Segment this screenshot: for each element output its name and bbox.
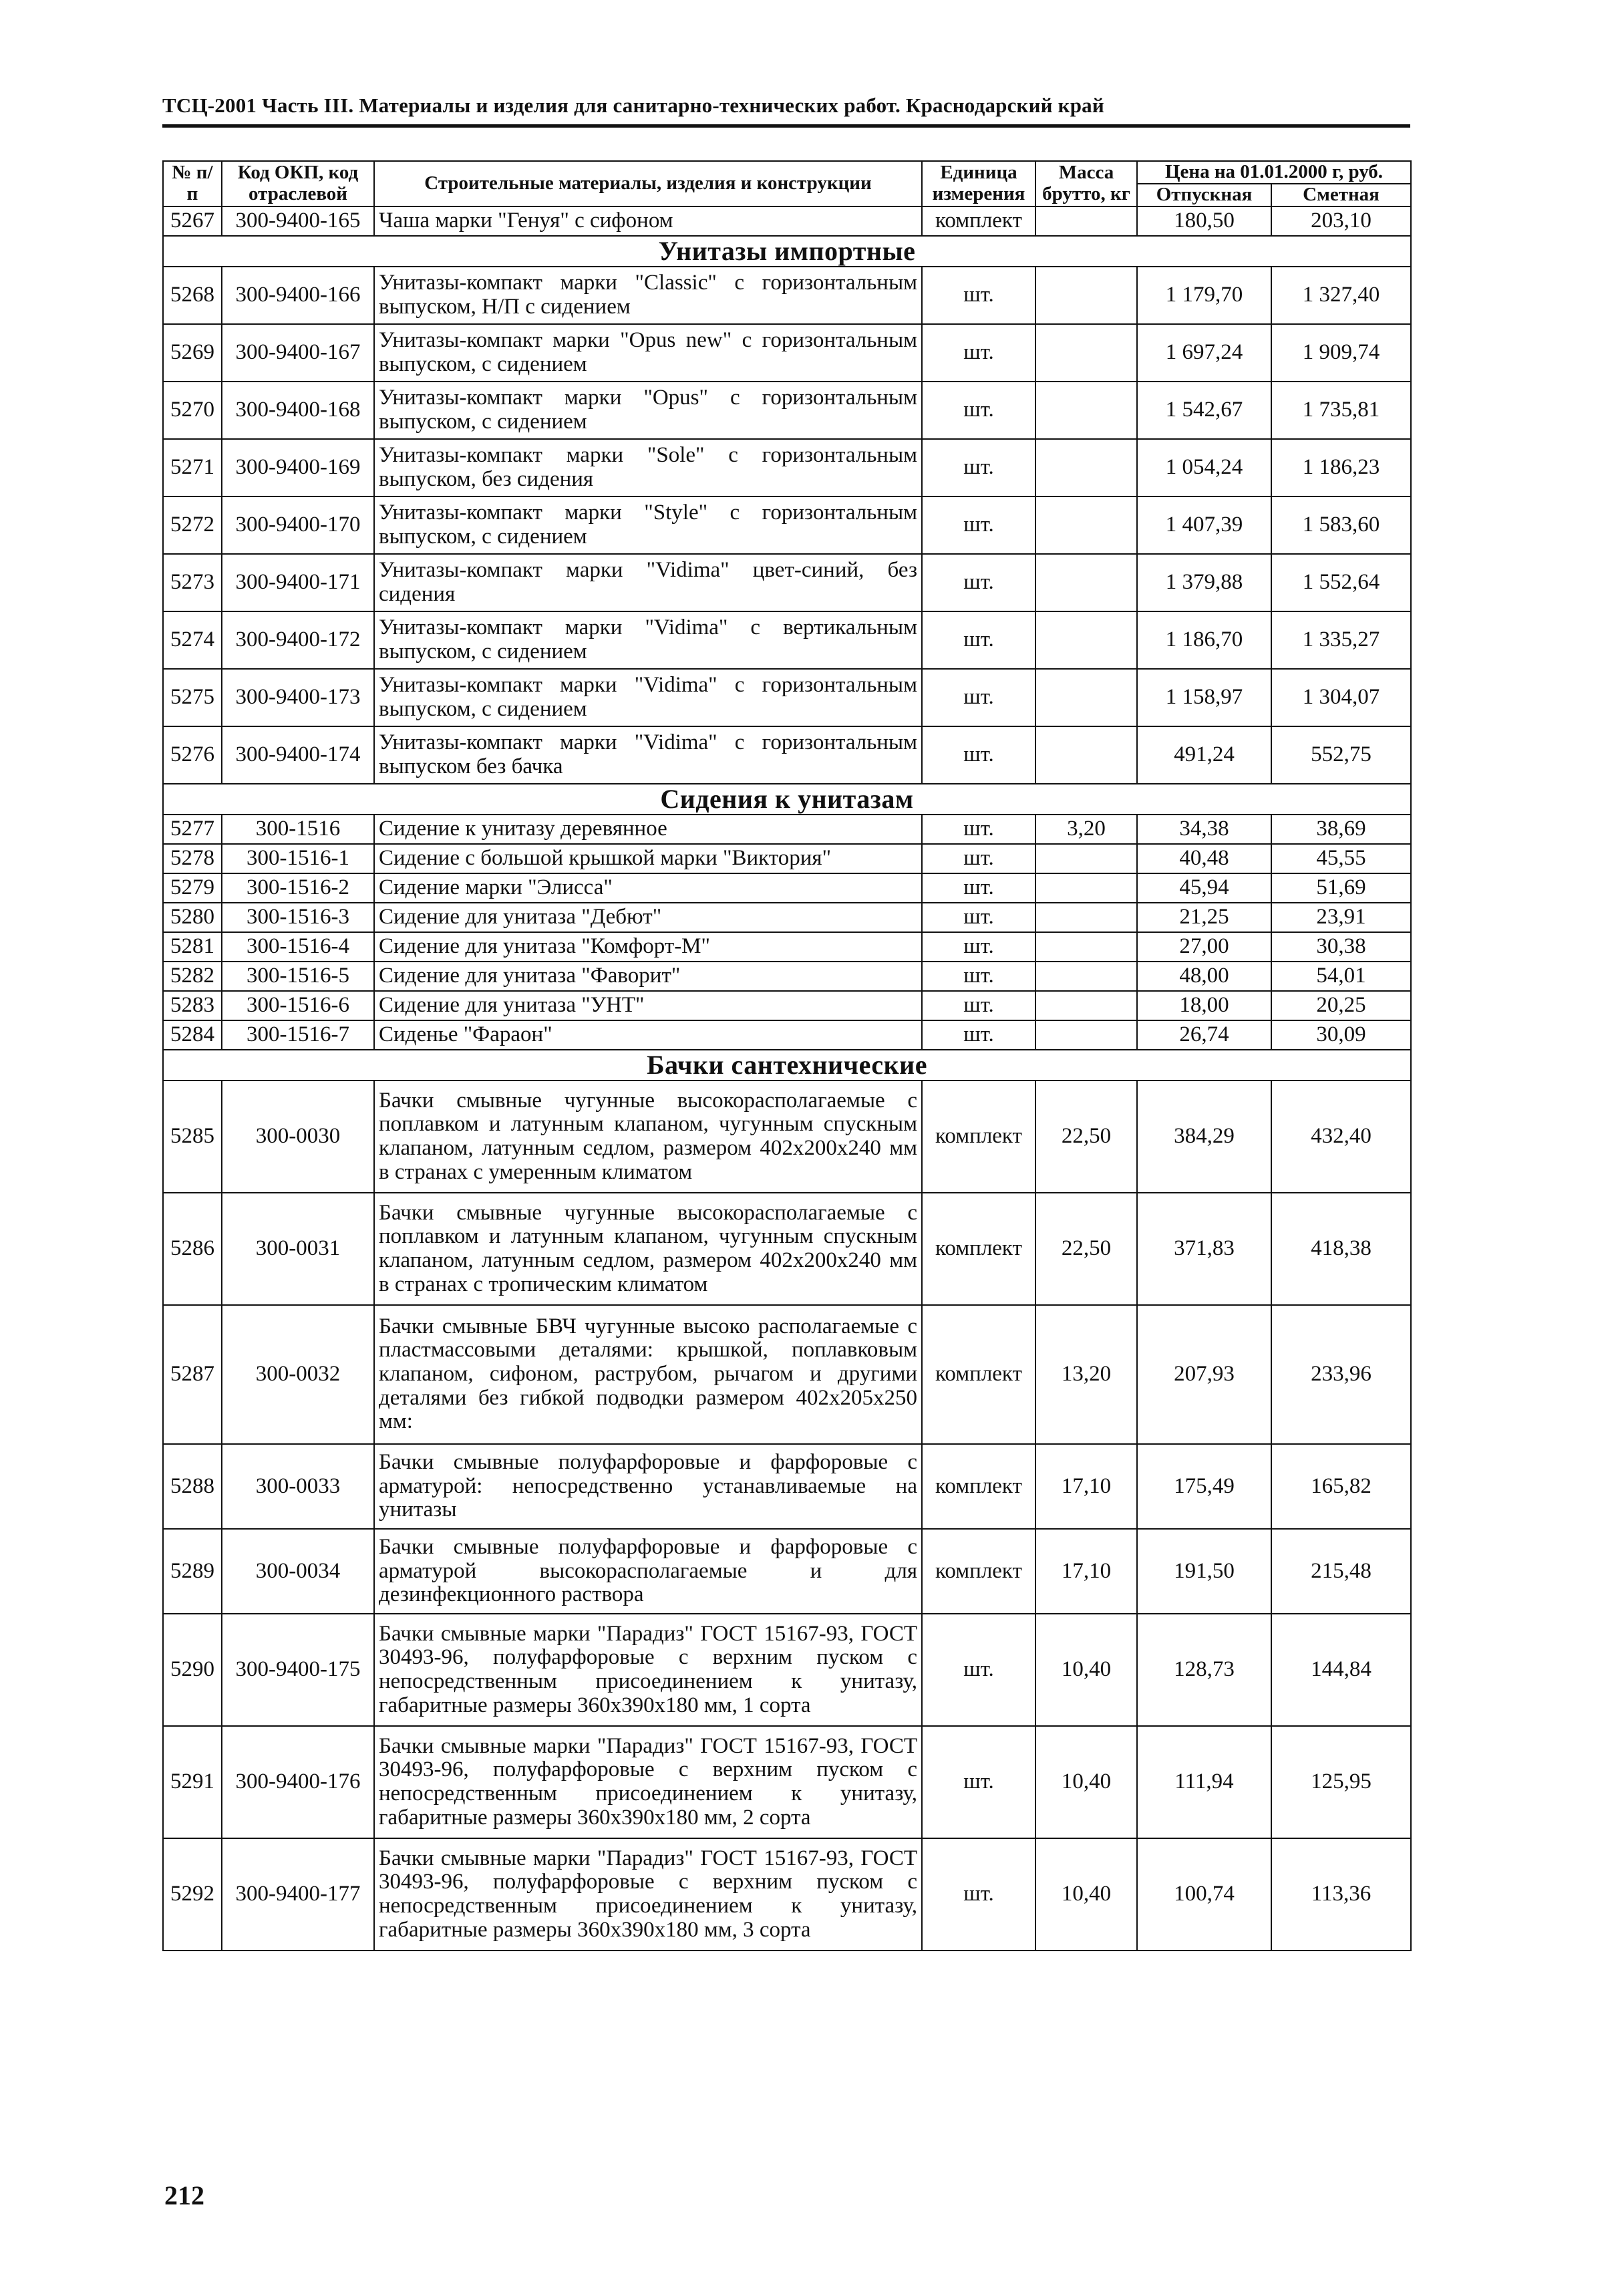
cell-num: 5267 (163, 206, 222, 236)
cell-price-estimate: 20,25 (1271, 991, 1411, 1020)
cell-mass (1035, 382, 1137, 439)
cell-code: 300-9400-167 (222, 324, 374, 382)
cell-mass (1035, 669, 1137, 726)
header-rule (162, 124, 1410, 128)
cell-mass (1035, 267, 1137, 324)
cell-price-release: 21,25 (1137, 903, 1271, 932)
cell-price-estimate: 30,09 (1271, 1020, 1411, 1050)
cell-name: Унитазы-компакт марки "Vidima" с горизонтальным выпуском без бачка (374, 726, 922, 784)
cell-name: Сидение для унитаза "Дебют" (374, 903, 922, 932)
cell-mass: 10,40 (1035, 1726, 1137, 1838)
section-header-row (163, 784, 1411, 815)
cell-price-estimate: 51,69 (1271, 873, 1411, 903)
cell-num: 5272 (163, 496, 222, 554)
cell-num: 5287 (163, 1305, 222, 1444)
cell-code: 300-9400-169 (222, 439, 374, 496)
cell-mass (1035, 324, 1137, 382)
table-row (163, 1020, 1411, 1050)
cell-num: 5269 (163, 324, 222, 382)
cell-mass: 10,40 (1035, 1614, 1137, 1726)
cell-price-release: 34,38 (1137, 815, 1271, 844)
cell-price-release: 384,29 (1137, 1081, 1271, 1193)
table-row (163, 844, 1411, 873)
cell-num: 5274 (163, 611, 222, 669)
cell-price-estimate: 165,82 (1271, 1444, 1411, 1529)
cell-name: Унитазы-компакт марки "Sole" с горизонтальным выпуском, без сидения (374, 439, 922, 496)
cell-name: Бачки смывные марки "Парадиз" ГОСТ 15167-93, ГОСТ 30493-96, полуфарфоровые с верхним пуском с непосредственным присоединением к унитазу, габаритные размеры 360x390x180 мм, 3 сорта (374, 1838, 922, 1951)
table-row (163, 962, 1411, 991)
cell-name: Бачки смывные полуфарфоровые и фарфоровые с арматурой: непосредственно устанавливаемые на унитазы (374, 1444, 922, 1529)
cell-mass (1035, 962, 1137, 991)
col-header-name: Строительные материалы, изделия и конструкции (374, 161, 922, 206)
cell-num: 5292 (163, 1838, 222, 1951)
table-row (163, 1726, 1411, 1838)
cell-unit: шт. (922, 1020, 1035, 1050)
cell-unit: шт. (922, 726, 1035, 784)
cell-name: Унитазы-компакт марки "Style" с горизонтальным выпуском, с сидением (374, 496, 922, 554)
cell-unit: шт. (922, 873, 1035, 903)
col-header-price-release: Отпускная (1137, 184, 1271, 206)
table-row (163, 991, 1411, 1020)
cell-name: Унитазы-компакт марки "Opus new" с горизонтальным выпуском, с сидением (374, 324, 922, 382)
cell-price-estimate: 54,01 (1271, 962, 1411, 991)
cell-name: Сидение для унитаза "УНТ" (374, 991, 922, 1020)
table-row (163, 903, 1411, 932)
table-row (163, 1193, 1411, 1305)
cell-name: Сидение к унитазу деревянное (374, 815, 922, 844)
cell-mass (1035, 496, 1137, 554)
cell-num: 5291 (163, 1726, 222, 1838)
cell-mass: 17,10 (1035, 1444, 1137, 1529)
cell-num: 5279 (163, 873, 222, 903)
cell-price-release: 371,83 (1137, 1193, 1271, 1305)
cell-unit: шт. (922, 962, 1035, 991)
table-row (163, 267, 1411, 324)
cell-code: 300-9400-174 (222, 726, 374, 784)
table-row (163, 324, 1411, 382)
cell-price-estimate: 23,91 (1271, 903, 1411, 932)
cell-name: Бачки смывные полуфарфоровые и фарфоровые с арматурой высокорасполагаемые и для дезинфекционного раствора (374, 1529, 922, 1614)
cell-price-release: 180,50 (1137, 206, 1271, 236)
table-row (163, 206, 1411, 236)
cell-price-release: 18,00 (1137, 991, 1271, 1020)
cell-num: 5288 (163, 1444, 222, 1529)
cell-unit: шт. (922, 815, 1035, 844)
cell-unit: шт. (922, 903, 1035, 932)
cell-num: 5289 (163, 1529, 222, 1614)
cell-price-release: 27,00 (1137, 932, 1271, 962)
cell-code: 300-0032 (222, 1305, 374, 1444)
cell-price-estimate: 418,38 (1271, 1193, 1411, 1305)
cell-unit: комплект (922, 1444, 1035, 1529)
cell-mass: 17,10 (1035, 1529, 1137, 1614)
cell-num: 5283 (163, 991, 222, 1020)
cell-price-estimate: 38,69 (1271, 815, 1411, 844)
cell-name: Унитазы-компакт марки "Vidima" с горизонтальным выпуском, с сидением (374, 669, 922, 726)
cell-num: 5285 (163, 1081, 222, 1193)
cell-code: 300-1516-7 (222, 1020, 374, 1050)
cell-code: 300-9400-168 (222, 382, 374, 439)
cell-mass: 22,50 (1035, 1081, 1137, 1193)
price-table (162, 160, 1412, 1951)
cell-unit: шт. (922, 496, 1035, 554)
col-header-price: Цена на 01.01.2000 г, руб. (1137, 161, 1411, 184)
cell-mass (1035, 903, 1137, 932)
cell-num: 5282 (163, 962, 222, 991)
cell-price-estimate: 1 186,23 (1271, 439, 1411, 496)
section-title: Унитазы импортные (163, 236, 1411, 267)
cell-price-release: 175,49 (1137, 1444, 1271, 1529)
cell-num: 5278 (163, 844, 222, 873)
cell-code: 300-0034 (222, 1529, 374, 1614)
cell-unit: комплект (922, 1529, 1035, 1614)
cell-code: 300-9400-176 (222, 1726, 374, 1838)
cell-code: 300-0030 (222, 1081, 374, 1193)
cell-price-release: 40,48 (1137, 844, 1271, 873)
cell-price-release: 491,24 (1137, 726, 1271, 784)
cell-num: 5273 (163, 554, 222, 611)
table-row (163, 1305, 1411, 1444)
cell-name: Бачки смывные чугунные высокорасполагаемые с поплавком и латунным клапаном, чугунным спускным клапаном, латунным седлом, размером 402x200x240 мм в странах с умеренным климатом (374, 1081, 922, 1193)
col-header-price-estimate: Сметная (1271, 184, 1411, 206)
cell-code: 300-0031 (222, 1193, 374, 1305)
cell-unit: комплект (922, 1305, 1035, 1444)
cell-name: Бачки смывные марки "Парадиз" ГОСТ 15167-93, ГОСТ 30493-96, полуфарфоровые с верхним пуском с непосредственным присоединением к унитазу, габаритные размеры 360x390x180 мм, 1 сорта (374, 1614, 922, 1726)
cell-num: 5270 (163, 382, 222, 439)
cell-mass (1035, 554, 1137, 611)
cell-unit: шт. (922, 1838, 1035, 1951)
table-row (163, 669, 1411, 726)
table-row (163, 382, 1411, 439)
cell-price-estimate: 1 909,74 (1271, 324, 1411, 382)
col-header-mass: Масса брутто, кг (1035, 161, 1137, 206)
cell-price-release: 207,93 (1137, 1305, 1271, 1444)
cell-unit: шт. (922, 844, 1035, 873)
cell-code: 300-9400-173 (222, 669, 374, 726)
cell-name: Сидение с большой крышкой марки "Виктория" (374, 844, 922, 873)
cell-price-estimate: 125,95 (1271, 1726, 1411, 1838)
cell-price-release: 48,00 (1137, 962, 1271, 991)
cell-price-estimate: 215,48 (1271, 1529, 1411, 1614)
cell-price-estimate: 30,38 (1271, 932, 1411, 962)
cell-mass (1035, 726, 1137, 784)
cell-mass (1035, 206, 1137, 236)
cell-price-release: 100,74 (1137, 1838, 1271, 1951)
cell-num: 5281 (163, 932, 222, 962)
cell-price-estimate: 144,84 (1271, 1614, 1411, 1726)
cell-price-estimate: 45,55 (1271, 844, 1411, 873)
cell-unit: шт. (922, 611, 1035, 669)
table-row (163, 726, 1411, 784)
table-row (163, 815, 1411, 844)
cell-price-estimate: 203,10 (1271, 206, 1411, 236)
cell-code: 300-1516-3 (222, 903, 374, 932)
cell-unit: шт. (922, 439, 1035, 496)
cell-unit: комплект (922, 1081, 1035, 1193)
cell-name: Унитазы-компакт марки "Classic" с горизонтальным выпуском, Н/П с сидением (374, 267, 922, 324)
page-number: 212 (164, 2180, 204, 2210)
table-row (163, 611, 1411, 669)
cell-code: 300-1516 (222, 815, 374, 844)
table-row (163, 1081, 1411, 1193)
table-row (163, 932, 1411, 962)
cell-mass (1035, 932, 1137, 962)
cell-code: 300-1516-6 (222, 991, 374, 1020)
section-header-row (163, 236, 1411, 267)
cell-mass (1035, 611, 1137, 669)
cell-name: Унитазы-компакт марки "Vidima" цвет-синий, без сидения (374, 554, 922, 611)
cell-unit: шт. (922, 991, 1035, 1020)
cell-code: 300-1516-2 (222, 873, 374, 903)
cell-name: Бачки смывные марки "Парадиз" ГОСТ 15167-93, ГОСТ 30493-96, полуфарфоровые с верхним пуском с непосредственным присоединением к унитазу, габаритные размеры 360x390x180 мм, 2 сорта (374, 1726, 922, 1838)
cell-name: Чаша марки "Генуя" с сифоном (374, 206, 922, 236)
cell-price-estimate: 113,36 (1271, 1838, 1411, 1951)
cell-price-release: 1 379,88 (1137, 554, 1271, 611)
cell-name: Унитазы-компакт марки "Vidima" с вертикальным выпуском, с сидением (374, 611, 922, 669)
table-row (163, 1529, 1411, 1614)
cell-mass: 3,20 (1035, 815, 1137, 844)
cell-num: 5280 (163, 903, 222, 932)
cell-price-estimate: 1 304,07 (1271, 669, 1411, 726)
cell-price-release: 1 158,97 (1137, 669, 1271, 726)
table-row (163, 1444, 1411, 1529)
cell-price-estimate: 1 735,81 (1271, 382, 1411, 439)
cell-mass: 10,40 (1035, 1838, 1137, 1951)
cell-unit: шт. (922, 1726, 1035, 1838)
cell-code: 300-9400-177 (222, 1838, 374, 1951)
table-header-row (163, 161, 1411, 184)
cell-price-release: 1 697,24 (1137, 324, 1271, 382)
cell-code: 300-9400-175 (222, 1614, 374, 1726)
cell-name: Бачки смывные БВЧ чугунные высоко располагаемые с пластмассовыми деталями: крышкой, поплавковым клапаном, сифоном, раструбом, рычагом и другими деталями без гибкой подводки размером 402x205x250 мм: (374, 1305, 922, 1444)
cell-mass: 22,50 (1035, 1193, 1137, 1305)
cell-code: 300-9400-170 (222, 496, 374, 554)
cell-price-estimate: 233,96 (1271, 1305, 1411, 1444)
table-body (163, 206, 1411, 1951)
cell-mass (1035, 439, 1137, 496)
cell-name: Бачки смывные чугунные высокорасполагаемые с поплавком и латунным клапаном, чугунным спускным клапаном, латунным седлом, размером 402x200x240 мм в странах с тропическим климатом (374, 1193, 922, 1305)
cell-price-estimate: 1 335,27 (1271, 611, 1411, 669)
running-header: ТСЦ-2001 Часть III. Материалы и изделия для санитарно-технических работ. Краснодарский край (162, 94, 1104, 117)
cell-price-release: 1 054,24 (1137, 439, 1271, 496)
cell-price-estimate: 1 583,60 (1271, 496, 1411, 554)
cell-name: Унитазы-компакт марки "Opus" с горизонтальным выпуском, с сидением (374, 382, 922, 439)
cell-code: 300-1516-1 (222, 844, 374, 873)
cell-name: Сидение марки "Элисса" (374, 873, 922, 903)
cell-unit: комплект (922, 1193, 1035, 1305)
cell-price-estimate: 1 552,64 (1271, 554, 1411, 611)
cell-name: Сидение для унитаза "Фаворит" (374, 962, 922, 991)
cell-price-estimate: 1 327,40 (1271, 267, 1411, 324)
cell-num: 5271 (163, 439, 222, 496)
table-row (163, 873, 1411, 903)
cell-mass (1035, 873, 1137, 903)
cell-name: Сиденье "Фараон" (374, 1020, 922, 1050)
cell-mass (1035, 991, 1137, 1020)
cell-unit: шт. (922, 382, 1035, 439)
cell-code: 300-1516-4 (222, 932, 374, 962)
cell-unit: шт. (922, 267, 1035, 324)
cell-price-release: 26,74 (1137, 1020, 1271, 1050)
cell-mass (1035, 1020, 1137, 1050)
table-row (163, 554, 1411, 611)
section-title: Сидения к унитазам (163, 784, 1411, 815)
cell-price-release: 1 179,70 (1137, 267, 1271, 324)
cell-code: 300-9400-166 (222, 267, 374, 324)
cell-unit: шт. (922, 324, 1035, 382)
table-row (163, 496, 1411, 554)
cell-price-estimate: 432,40 (1271, 1081, 1411, 1193)
section-title: Бачки сантехнические (163, 1050, 1411, 1081)
section-header-row (163, 1050, 1411, 1081)
col-header-unit: Единица измерения (922, 161, 1035, 206)
cell-mass (1035, 844, 1137, 873)
cell-unit: шт. (922, 1614, 1035, 1726)
cell-price-release: 1 542,67 (1137, 382, 1271, 439)
cell-num: 5284 (163, 1020, 222, 1050)
table-row (163, 1614, 1411, 1726)
cell-name: Сидение для унитаза "Комфорт-М" (374, 932, 922, 962)
cell-price-release: 45,94 (1137, 873, 1271, 903)
cell-price-release: 1 186,70 (1137, 611, 1271, 669)
cell-num: 5286 (163, 1193, 222, 1305)
cell-unit: шт. (922, 932, 1035, 962)
cell-price-release: 1 407,39 (1137, 496, 1271, 554)
cell-num: 5277 (163, 815, 222, 844)
cell-num: 5290 (163, 1614, 222, 1726)
cell-unit: комплект (922, 206, 1035, 236)
cell-mass: 13,20 (1035, 1305, 1137, 1444)
cell-num: 5276 (163, 726, 222, 784)
table-row (163, 1838, 1411, 1951)
col-header-num: № п/п (163, 161, 222, 206)
cell-code: 300-9400-172 (222, 611, 374, 669)
col-header-code: Код ОКП, код отраслевой (222, 161, 374, 206)
cell-code: 300-1516-5 (222, 962, 374, 991)
cell-num: 5275 (163, 669, 222, 726)
cell-price-release: 128,73 (1137, 1614, 1271, 1726)
cell-code: 300-9400-165 (222, 206, 374, 236)
cell-code: 300-0033 (222, 1444, 374, 1529)
cell-code: 300-9400-171 (222, 554, 374, 611)
cell-unit: шт. (922, 669, 1035, 726)
cell-price-release: 191,50 (1137, 1529, 1271, 1614)
cell-price-release: 111,94 (1137, 1726, 1271, 1838)
table-row (163, 439, 1411, 496)
cell-unit: шт. (922, 554, 1035, 611)
cell-price-estimate: 552,75 (1271, 726, 1411, 784)
cell-num: 5268 (163, 267, 222, 324)
